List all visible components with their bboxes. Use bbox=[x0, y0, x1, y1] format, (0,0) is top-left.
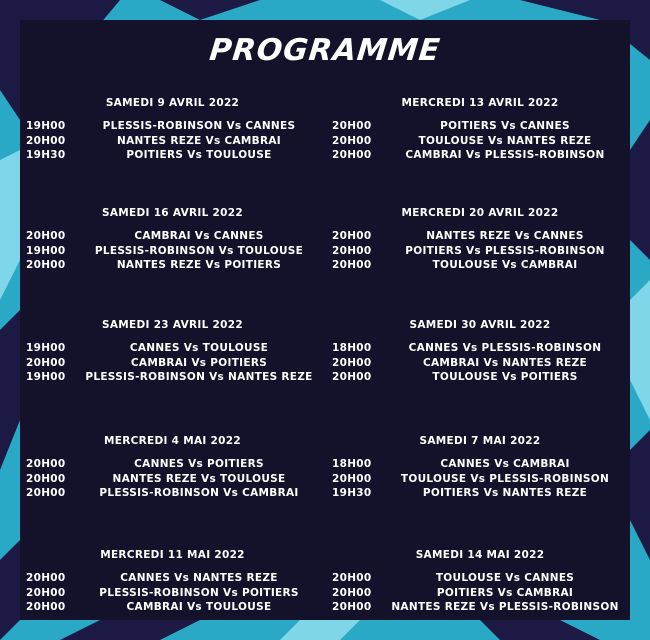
match-time: 20H00 bbox=[332, 149, 372, 161]
match-time: 20H00 bbox=[26, 259, 66, 271]
match-teams: CANNES Vs TOULOUSE bbox=[129, 342, 269, 354]
match-row bbox=[20, 149, 325, 163]
match-time: 20H00 bbox=[332, 356, 372, 369]
match-row bbox=[20, 572, 325, 586]
match-teams: PLESSIS-ROBINSON Vs TOULOUSE bbox=[94, 244, 304, 257]
match-teams: CAMBRAI Vs POITIERS bbox=[130, 356, 268, 369]
match-teams: PLESSIS-ROBINSON Vs NANTES REZE bbox=[85, 371, 313, 383]
match-time: 20H00 bbox=[26, 586, 66, 599]
match-teams: NANTES REZE Vs TOULOUSE bbox=[112, 472, 286, 485]
match-teams: TOULOUSE Vs CAMBRAI bbox=[432, 259, 578, 271]
day-block bbox=[330, 207, 630, 277]
match-teams: TOULOUSE Vs NANTES REZE bbox=[418, 134, 592, 147]
match-teams: POITIERS Vs CAMBRAI bbox=[436, 586, 574, 599]
match-time: 20H00 bbox=[26, 487, 66, 499]
match-teams: PLESSIS-ROBINSON Vs CANNES bbox=[102, 120, 296, 132]
match-time: 19H30 bbox=[332, 487, 372, 499]
match-teams: CANNES Vs POITIERS bbox=[134, 458, 264, 470]
day-block bbox=[20, 207, 325, 277]
match-row bbox=[330, 487, 630, 501]
match-teams: CAMBRAI Vs NANTES REZE bbox=[423, 356, 587, 369]
day-block bbox=[330, 435, 630, 505]
match-row bbox=[330, 135, 630, 149]
match-row bbox=[20, 357, 325, 371]
match-row bbox=[20, 259, 325, 273]
match-teams: POITIERS Vs CANNES bbox=[440, 120, 570, 132]
match-row bbox=[330, 458, 630, 472]
match-row bbox=[20, 473, 325, 487]
match-teams: PLESSIS-ROBINSON Vs POITIERS bbox=[99, 586, 299, 599]
day-block bbox=[20, 435, 325, 505]
match-time: 19H00 bbox=[26, 244, 66, 257]
match-time: 20H00 bbox=[332, 134, 372, 147]
match-time: 20H00 bbox=[26, 601, 66, 613]
match-row bbox=[330, 572, 630, 586]
match-row bbox=[330, 473, 630, 487]
day-block bbox=[20, 549, 325, 619]
day-date: MERCREDI 11 MAI 2022 bbox=[100, 549, 245, 561]
match-time: 20H00 bbox=[332, 371, 372, 383]
match-row bbox=[330, 342, 630, 356]
day-date: MERCREDI 20 AVRIL 2022 bbox=[401, 207, 559, 219]
match-teams: CANNES Vs PLESSIS-ROBINSON bbox=[408, 342, 602, 354]
match-teams: TOULOUSE Vs CANNES bbox=[435, 572, 575, 584]
match-row bbox=[330, 120, 630, 134]
match-teams: CAMBRAI Vs PLESSIS-ROBINSON bbox=[405, 149, 605, 161]
match-time: 20H00 bbox=[332, 259, 372, 271]
match-row bbox=[20, 120, 325, 134]
match-row bbox=[20, 342, 325, 356]
match-row bbox=[330, 259, 630, 273]
match-row bbox=[20, 371, 325, 385]
match-row bbox=[330, 149, 630, 163]
day-date: SAMEDI 7 MAI 2022 bbox=[419, 435, 541, 447]
match-row bbox=[330, 245, 630, 259]
match-teams: NANTES REZE Vs CANNES bbox=[426, 230, 584, 242]
match-row bbox=[20, 587, 325, 601]
match-time: 19H30 bbox=[26, 149, 66, 161]
match-time: 19H00 bbox=[26, 371, 66, 383]
day-block bbox=[330, 97, 630, 167]
match-time: 19H00 bbox=[26, 120, 66, 132]
match-time: 18H00 bbox=[332, 458, 372, 470]
match-time: 20H00 bbox=[332, 572, 372, 584]
match-row bbox=[330, 357, 630, 371]
match-teams: POITIERS Vs TOULOUSE bbox=[126, 149, 272, 161]
match-row bbox=[330, 601, 630, 615]
match-teams: NANTES REZE Vs PLESSIS-ROBINSON bbox=[391, 601, 619, 613]
match-teams: POITIERS Vs PLESSIS-ROBINSON bbox=[405, 244, 605, 257]
match-time: 20H00 bbox=[26, 134, 66, 147]
match-teams: CAMBRAI Vs CANNES bbox=[134, 230, 264, 242]
day-date: SAMEDI 23 AVRIL 2022 bbox=[102, 319, 243, 331]
day-date: MERCREDI 13 AVRIL 2022 bbox=[401, 97, 559, 109]
day-date: SAMEDI 30 AVRIL 2022 bbox=[409, 319, 551, 331]
match-time: 20H00 bbox=[332, 120, 372, 132]
match-teams: NANTES REZE Vs CAMBRAI bbox=[117, 134, 281, 147]
match-time: 20H00 bbox=[332, 230, 372, 242]
match-teams: PLESSIS-ROBINSON Vs CAMBRAI bbox=[99, 487, 299, 499]
day-date: MERCREDI 4 MAI 2022 bbox=[104, 435, 241, 447]
page-title: PROGRAMME bbox=[207, 33, 443, 68]
day-block bbox=[20, 319, 325, 389]
match-time: 20H00 bbox=[332, 244, 372, 257]
match-row bbox=[330, 230, 630, 244]
match-time: 19H00 bbox=[26, 342, 66, 354]
match-time: 20H00 bbox=[26, 230, 66, 242]
match-row bbox=[20, 458, 325, 472]
match-time: 20H00 bbox=[26, 572, 66, 584]
match-row bbox=[330, 587, 630, 601]
match-row bbox=[20, 230, 325, 244]
match-time: 20H00 bbox=[26, 356, 66, 369]
day-date: SAMEDI 9 AVRIL 2022 bbox=[105, 97, 240, 109]
match-time: 20H00 bbox=[26, 458, 66, 470]
match-teams: POITIERS Vs NANTES REZE bbox=[422, 487, 588, 499]
day-date: SAMEDI 16 AVRIL 2022 bbox=[102, 207, 243, 219]
match-time: 20H00 bbox=[332, 586, 372, 599]
match-teams: TOULOUSE Vs PLESSIS-ROBINSON bbox=[400, 472, 610, 485]
match-teams: TOULOUSE Vs POITIERS bbox=[432, 371, 578, 383]
day-date: SAMEDI 14 MAI 2022 bbox=[415, 549, 545, 561]
match-time: 20H00 bbox=[26, 472, 66, 485]
match-time: 20H00 bbox=[332, 472, 372, 485]
match-row bbox=[20, 601, 325, 615]
match-row bbox=[20, 135, 325, 149]
match-time: 20H00 bbox=[332, 601, 372, 613]
match-teams: CANNES Vs CAMBRAI bbox=[440, 458, 570, 470]
match-teams: CAMBRAI Vs TOULOUSE bbox=[126, 601, 272, 613]
match-teams: NANTES REZE Vs POITIERS bbox=[116, 259, 282, 271]
day-block bbox=[330, 319, 630, 389]
match-row bbox=[20, 245, 325, 259]
day-block bbox=[20, 97, 325, 167]
match-teams: CANNES Vs NANTES REZE bbox=[120, 572, 278, 584]
match-row bbox=[20, 487, 325, 501]
match-time: 18H00 bbox=[332, 342, 372, 354]
day-block bbox=[330, 549, 630, 619]
match-row bbox=[330, 371, 630, 385]
